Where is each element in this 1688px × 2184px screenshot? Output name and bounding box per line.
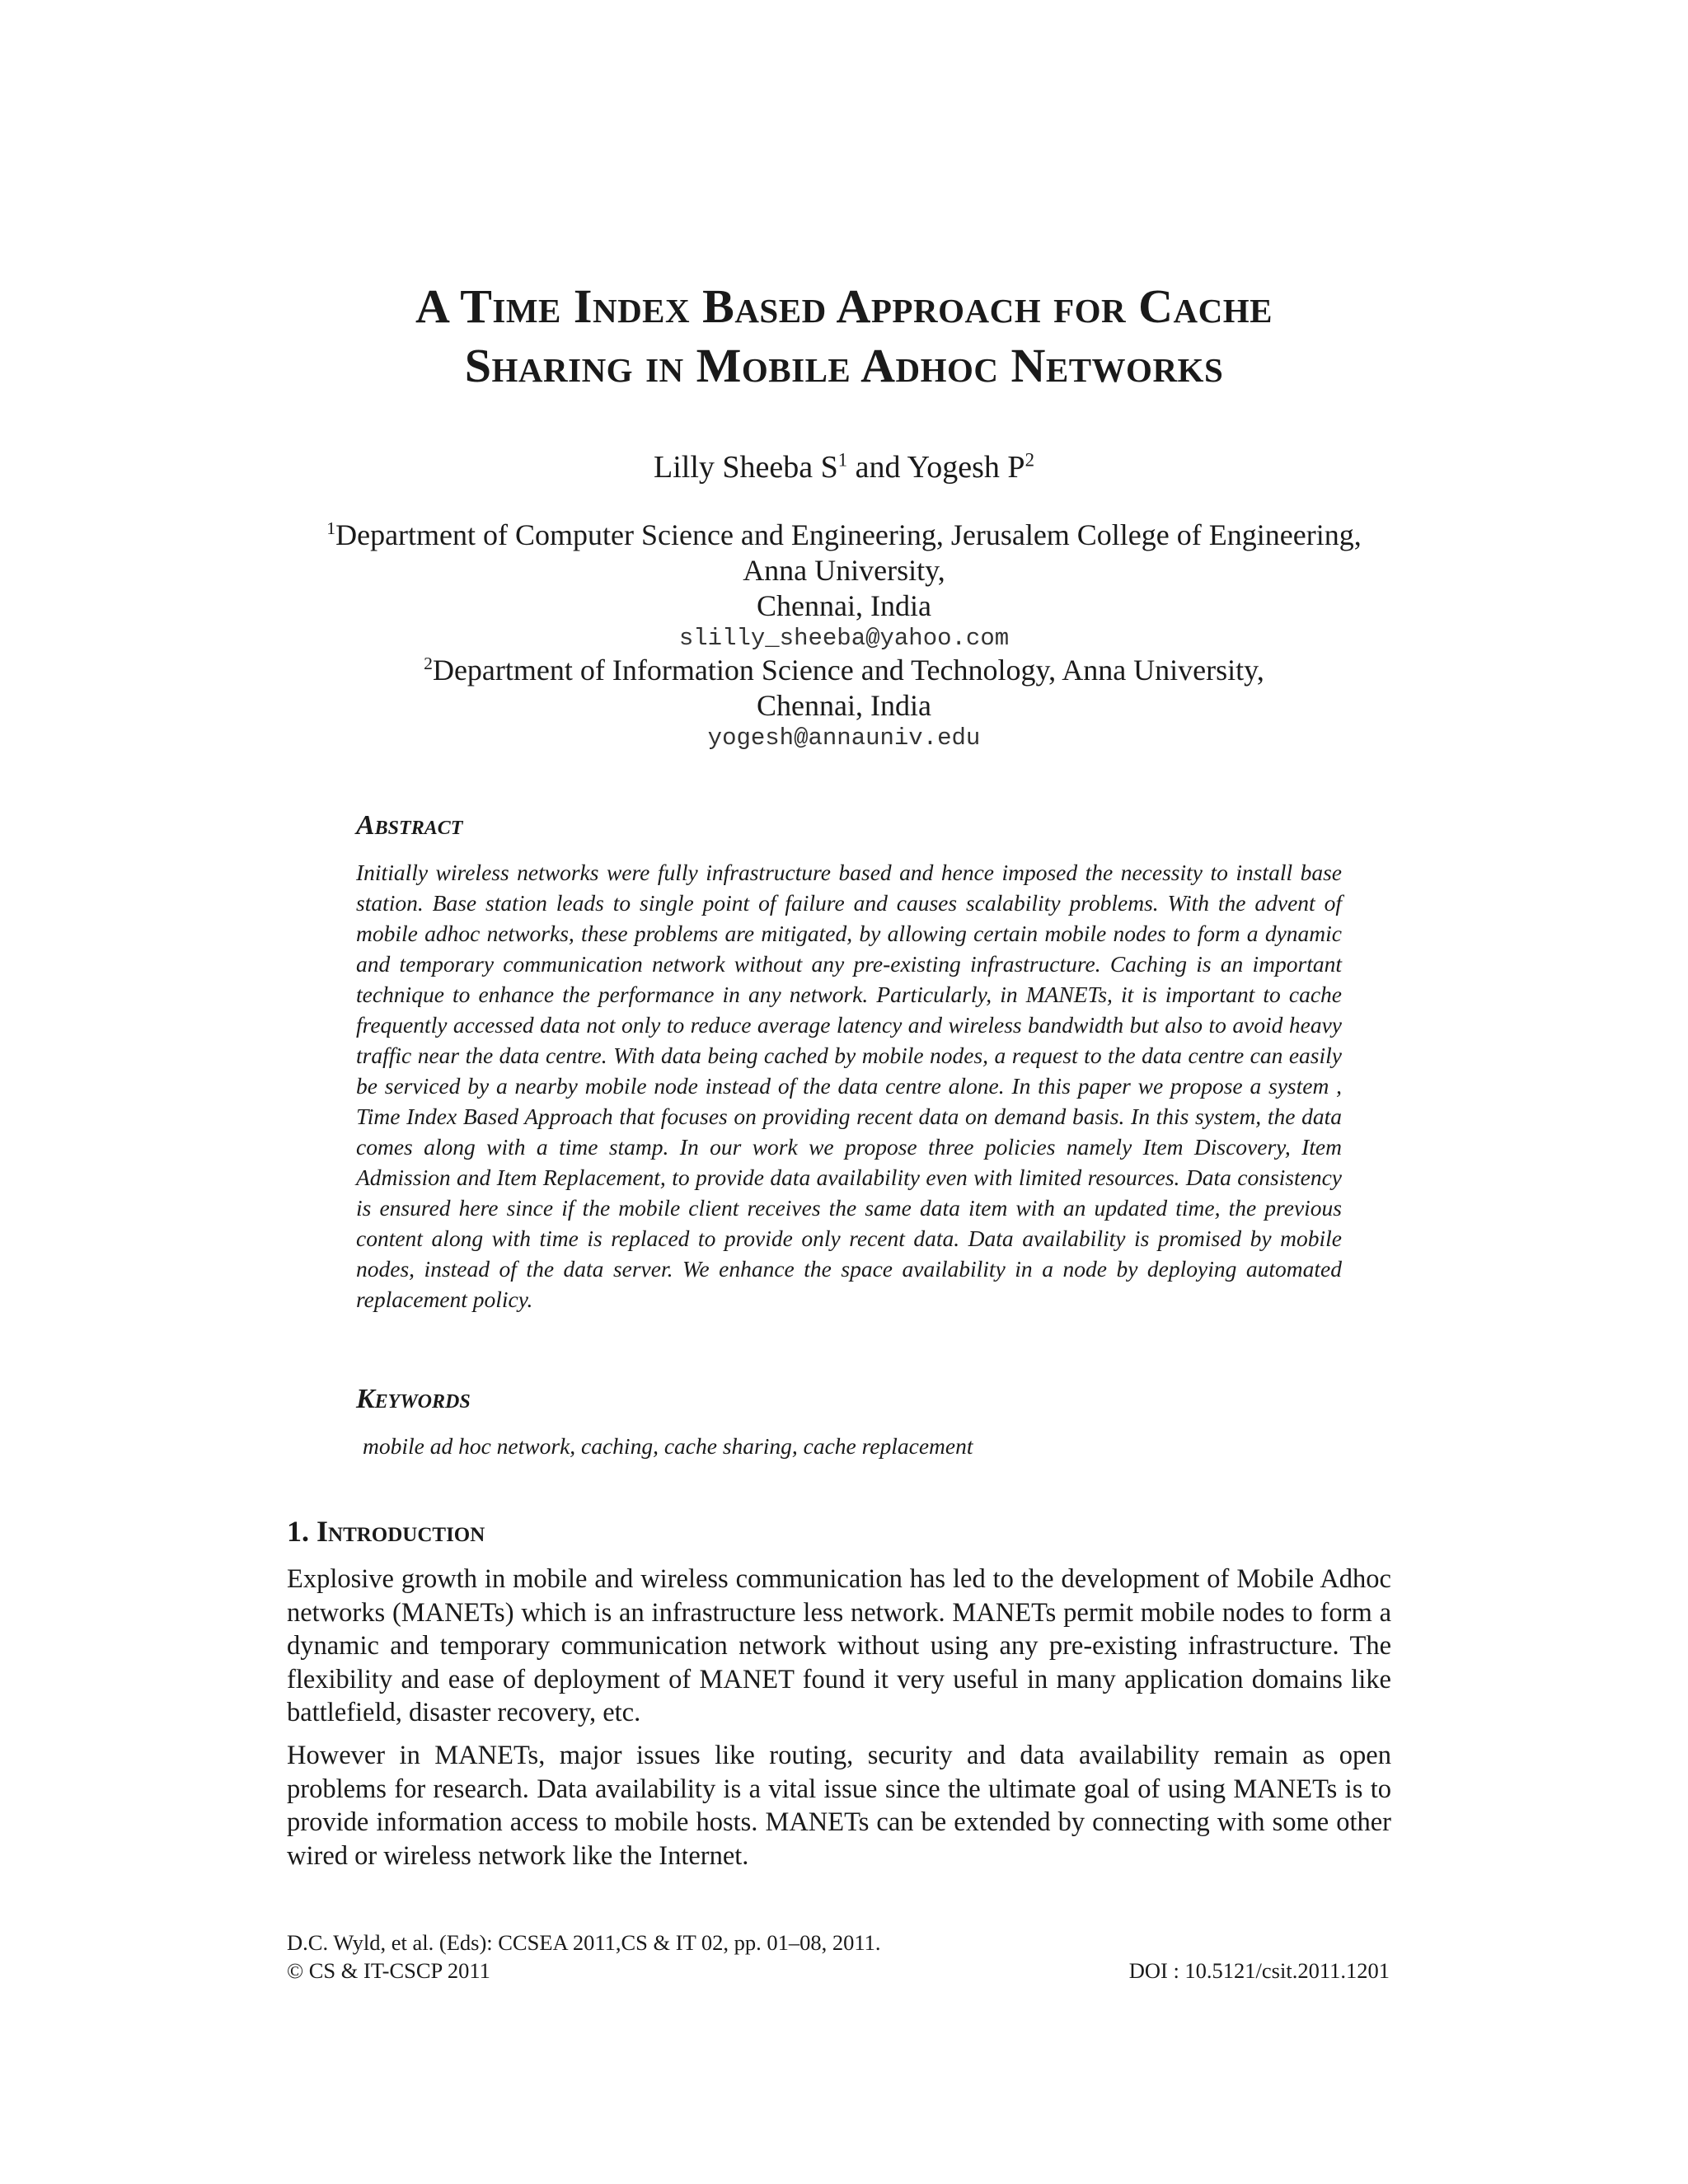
title-line-2: Sharing in Mobile Adhoc Networks — [464, 339, 1224, 392]
keywords-text: mobile ad hoc network, caching, cache sharing, cache replacement — [363, 1433, 973, 1459]
abstract-text: Initially wireless networks were fully infrastructure based and hence imposed the necessity to install base station. Base station leads to single point of failure and causes scalability problems. With the advent of mobile adhoc networks, these problems are mitigated, by allowing certain mobile nodes to form a dynamic and temporary communication network without any pre-existing infrastructure. Caching is an important technique to enhance the performance in any network. Particularly, in MANETs, it is important to cache frequently accessed data not only to reduce average latency and wireless bandwidth but also to avoid heavy traffic near the data centre. With data being cached by mobile nodes, a request to the data centre can easily be serviced by a nearby mobile node instead of the data centre alone. In this paper we propose a system , Time Index Based Approach that focuses on providing recent data on demand basis. In this system, the data comes along with a time stamp. In our work we propose three policies namely Item Discovery, Item Admission and Item Replacement, to provide data availability even with limited resources. Data consistency is ensured here since if the mobile client receives the same data item with an updated time, the previous content along with time is replaced to provide only recent data. Data availability is promised by mobile nodes, instead of the data server. We enhance the space availability in a node by deploying automated replacement policy. — [356, 860, 1342, 1312]
paragraph: Explosive growth in mobile and wireless communication has led to the development of Mobile Adhoc networks (MANETs) which is an infrastructure less network. MANETs permit mobile nodes to form a dynamic and temporary communication network without using any pre-existing infrastructure. The flexibility and ease of deployment of MANET found it very useful in many application domains like battlefield, disaster recovery, etc. — [287, 1564, 1391, 1727]
keywords-heading: Keywords — [356, 1384, 471, 1414]
doi-link[interactable]: DOI : 10.5121/csit.2011.1201 — [1128, 1958, 1390, 1983]
email-address[interactable]: slilly_sheeba@yahoo.com — [678, 625, 1010, 652]
paper-title — [247, 277, 1441, 396]
copyright-notice: © CS & IT-CSCP 2011 — [287, 1958, 490, 1983]
paragraph: However in MANETs, major issues like routing, security and data availability remain as open problems for research. Data availability is a vital issue since the ultimate goal of using MANETs is to provide information access to mobile hosts. MANETs can be extended by connecting with some other wired or wireless network like the Internet. — [287, 1741, 1391, 1871]
author-list: Lilly Sheeba $S^1$ and Yogesh $P^2$ — [654, 449, 1034, 485]
affiliation-1: $^1$Department of Computer Science and Engineering, Jerusalem College of Engineering, Anna University, Chennai, India slilly_sheeba@yahoo.com — [247, 518, 1441, 654]
title-line-1: A Time Index Based Approach for Cache — [415, 279, 1273, 333]
author-affiliation-mark: 1 — [837, 449, 848, 471]
author-name: Lilly Sheeba S — [654, 450, 838, 485]
section-heading-introduction: 1. Introduction — [287, 1515, 485, 1548]
abstract-heading: Abstract — [356, 810, 463, 841]
author-affiliation-mark: 2 — [1025, 449, 1034, 471]
author-name: Yogesh P — [907, 450, 1025, 485]
affiliation-2: $^2$Department of Information Science and Technology, Anna University, Chennai, India yogesh@annauniv.edu — [247, 653, 1441, 753]
footer-citation: D.C. Wyld, et al. (Eds): CCSEA 2011,CS & IT 02, pp. 01–08, 2011. © CS & IT-CSCP 2011 — [287, 1930, 881, 1983]
email-address[interactable]: yogesh@annauniv.edu — [707, 724, 981, 752]
